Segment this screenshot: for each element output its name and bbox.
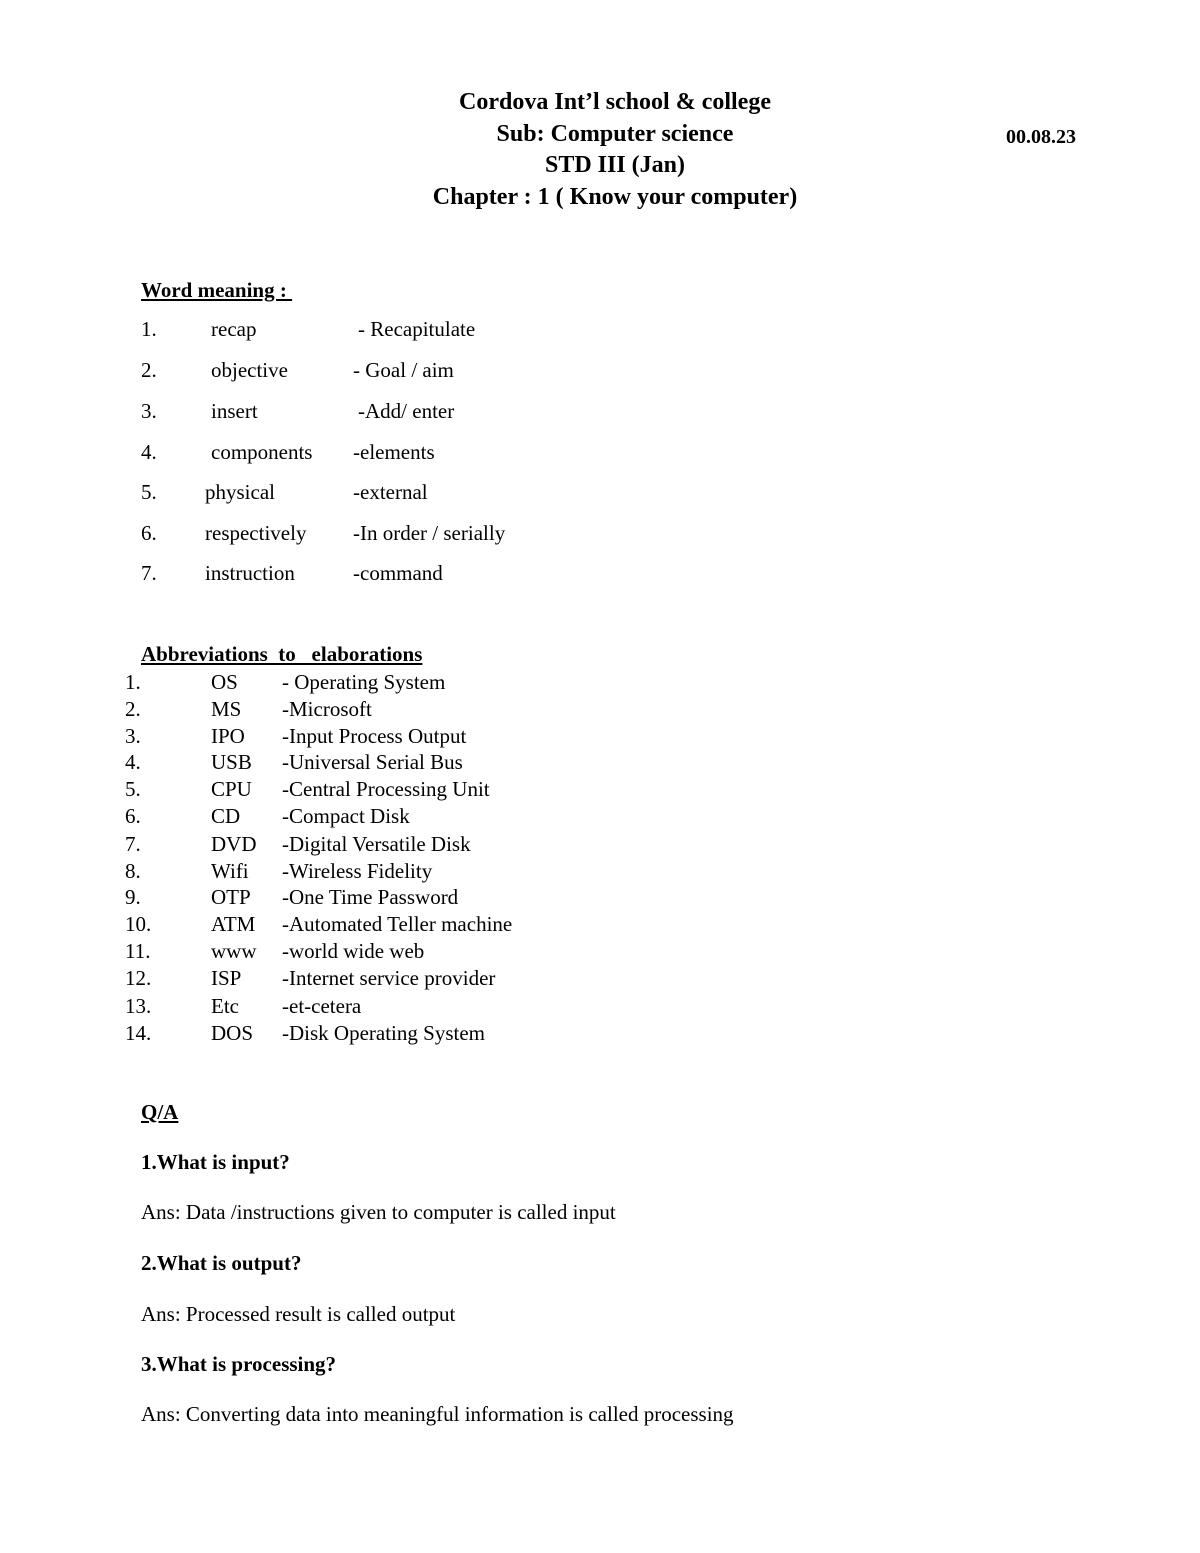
item-number: 14. bbox=[125, 1021, 152, 1045]
school-name: Cordova Int’l school & college bbox=[459, 89, 771, 115]
item-number: 6. bbox=[125, 804, 141, 828]
item-elaboration: -Internet service provider bbox=[282, 966, 496, 990]
item-elaboration: -Wireless Fidelity bbox=[282, 859, 433, 883]
item-meaning: - Recapitulate bbox=[358, 317, 476, 341]
qa-question: 2.What is output? bbox=[141, 1251, 302, 1275]
class-line: STD III (Jan) bbox=[544, 152, 686, 178]
document-date: 00.08.23 bbox=[1006, 126, 1076, 148]
item-elaboration: -Compact Disk bbox=[282, 804, 410, 828]
item-number: 13. bbox=[125, 994, 152, 1018]
item-abbreviation: CD bbox=[211, 804, 241, 828]
qa-question: 3.What is processing? bbox=[141, 1352, 337, 1376]
item-elaboration: - Operating System bbox=[282, 670, 446, 694]
item-number: 7. bbox=[141, 561, 157, 585]
item-abbreviation: Etc bbox=[211, 994, 239, 1018]
item-elaboration: -Central Processing Unit bbox=[282, 777, 490, 801]
item-abbreviation: IPO bbox=[211, 724, 245, 748]
item-elaboration: -Disk Operating System bbox=[282, 1021, 485, 1045]
item-number: 1. bbox=[141, 317, 157, 341]
chapter-title: Chapter : 1 ( Know your computer) bbox=[432, 184, 798, 210]
item-abbreviation: OS bbox=[211, 670, 238, 694]
item-word: physical bbox=[205, 480, 275, 504]
item-elaboration: -et-cetera bbox=[282, 994, 362, 1018]
item-number: 7. bbox=[125, 832, 141, 856]
item-number: 3. bbox=[125, 724, 141, 748]
item-meaning: - Goal / aim bbox=[353, 358, 454, 382]
item-meaning: -Add/ enter bbox=[358, 399, 455, 423]
item-abbreviation: DVD bbox=[211, 832, 257, 856]
qa-question: 1.What is input? bbox=[141, 1150, 290, 1174]
qa-heading: Q/A bbox=[141, 1100, 179, 1124]
item-elaboration: -Input Process Output bbox=[282, 724, 467, 748]
item-number: 2. bbox=[125, 697, 141, 721]
item-meaning: -command bbox=[353, 561, 443, 585]
item-meaning: -elements bbox=[353, 440, 435, 464]
item-abbreviation: ISP bbox=[211, 966, 242, 990]
item-number: 4. bbox=[141, 440, 157, 464]
item-abbreviation: DOS bbox=[211, 1021, 254, 1045]
item-number: 2. bbox=[141, 358, 157, 382]
item-elaboration: -Microsoft bbox=[282, 697, 372, 721]
item-abbreviation: MS bbox=[211, 697, 242, 721]
item-word: objective bbox=[211, 358, 288, 382]
item-abbreviation: USB bbox=[211, 750, 252, 774]
item-abbreviation: www bbox=[211, 939, 257, 963]
item-meaning: -In order / serially bbox=[353, 521, 506, 545]
qa-answer: Ans: Data /instructions given to computer is called input bbox=[141, 1200, 616, 1224]
item-word: components bbox=[211, 440, 313, 464]
item-number: 9. bbox=[125, 885, 141, 909]
item-elaboration: -Automated Teller machine bbox=[282, 912, 513, 936]
abbreviations-heading: Abbreviations to elaborations bbox=[141, 642, 423, 666]
word-meaning-heading: Word meaning : bbox=[141, 278, 293, 302]
item-elaboration: -Digital Versatile Disk bbox=[282, 832, 471, 856]
item-number: 11. bbox=[125, 939, 151, 963]
item-number: 12. bbox=[125, 966, 152, 990]
item-number: 3. bbox=[141, 399, 157, 423]
item-number: 6. bbox=[141, 521, 157, 545]
item-abbreviation: Wifi bbox=[211, 859, 249, 883]
item-word: respectively bbox=[205, 521, 307, 545]
subject-line: Sub: Computer science bbox=[496, 121, 734, 147]
item-elaboration: -Universal Serial Bus bbox=[282, 750, 463, 774]
item-number: 5. bbox=[141, 480, 157, 504]
item-meaning: -external bbox=[353, 480, 428, 504]
item-number: 5. bbox=[125, 777, 141, 801]
item-elaboration: -world wide web bbox=[282, 939, 425, 963]
item-word: recap bbox=[211, 317, 257, 341]
item-number: 1. bbox=[125, 670, 141, 694]
qa-answer: Ans: Processed result is called output bbox=[141, 1302, 456, 1326]
item-number: 10. bbox=[125, 912, 152, 936]
item-abbreviation: ATM bbox=[211, 912, 256, 936]
item-abbreviation: CPU bbox=[211, 777, 252, 801]
item-abbreviation: OTP bbox=[211, 885, 251, 909]
item-word: instruction bbox=[205, 561, 295, 585]
qa-answer: Ans: Converting data into meaningful information is called processing bbox=[141, 1402, 734, 1426]
item-elaboration: -One Time Password bbox=[282, 885, 459, 909]
item-number: 8. bbox=[125, 859, 141, 883]
item-word: insert bbox=[211, 399, 258, 423]
item-number: 4. bbox=[125, 750, 141, 774]
